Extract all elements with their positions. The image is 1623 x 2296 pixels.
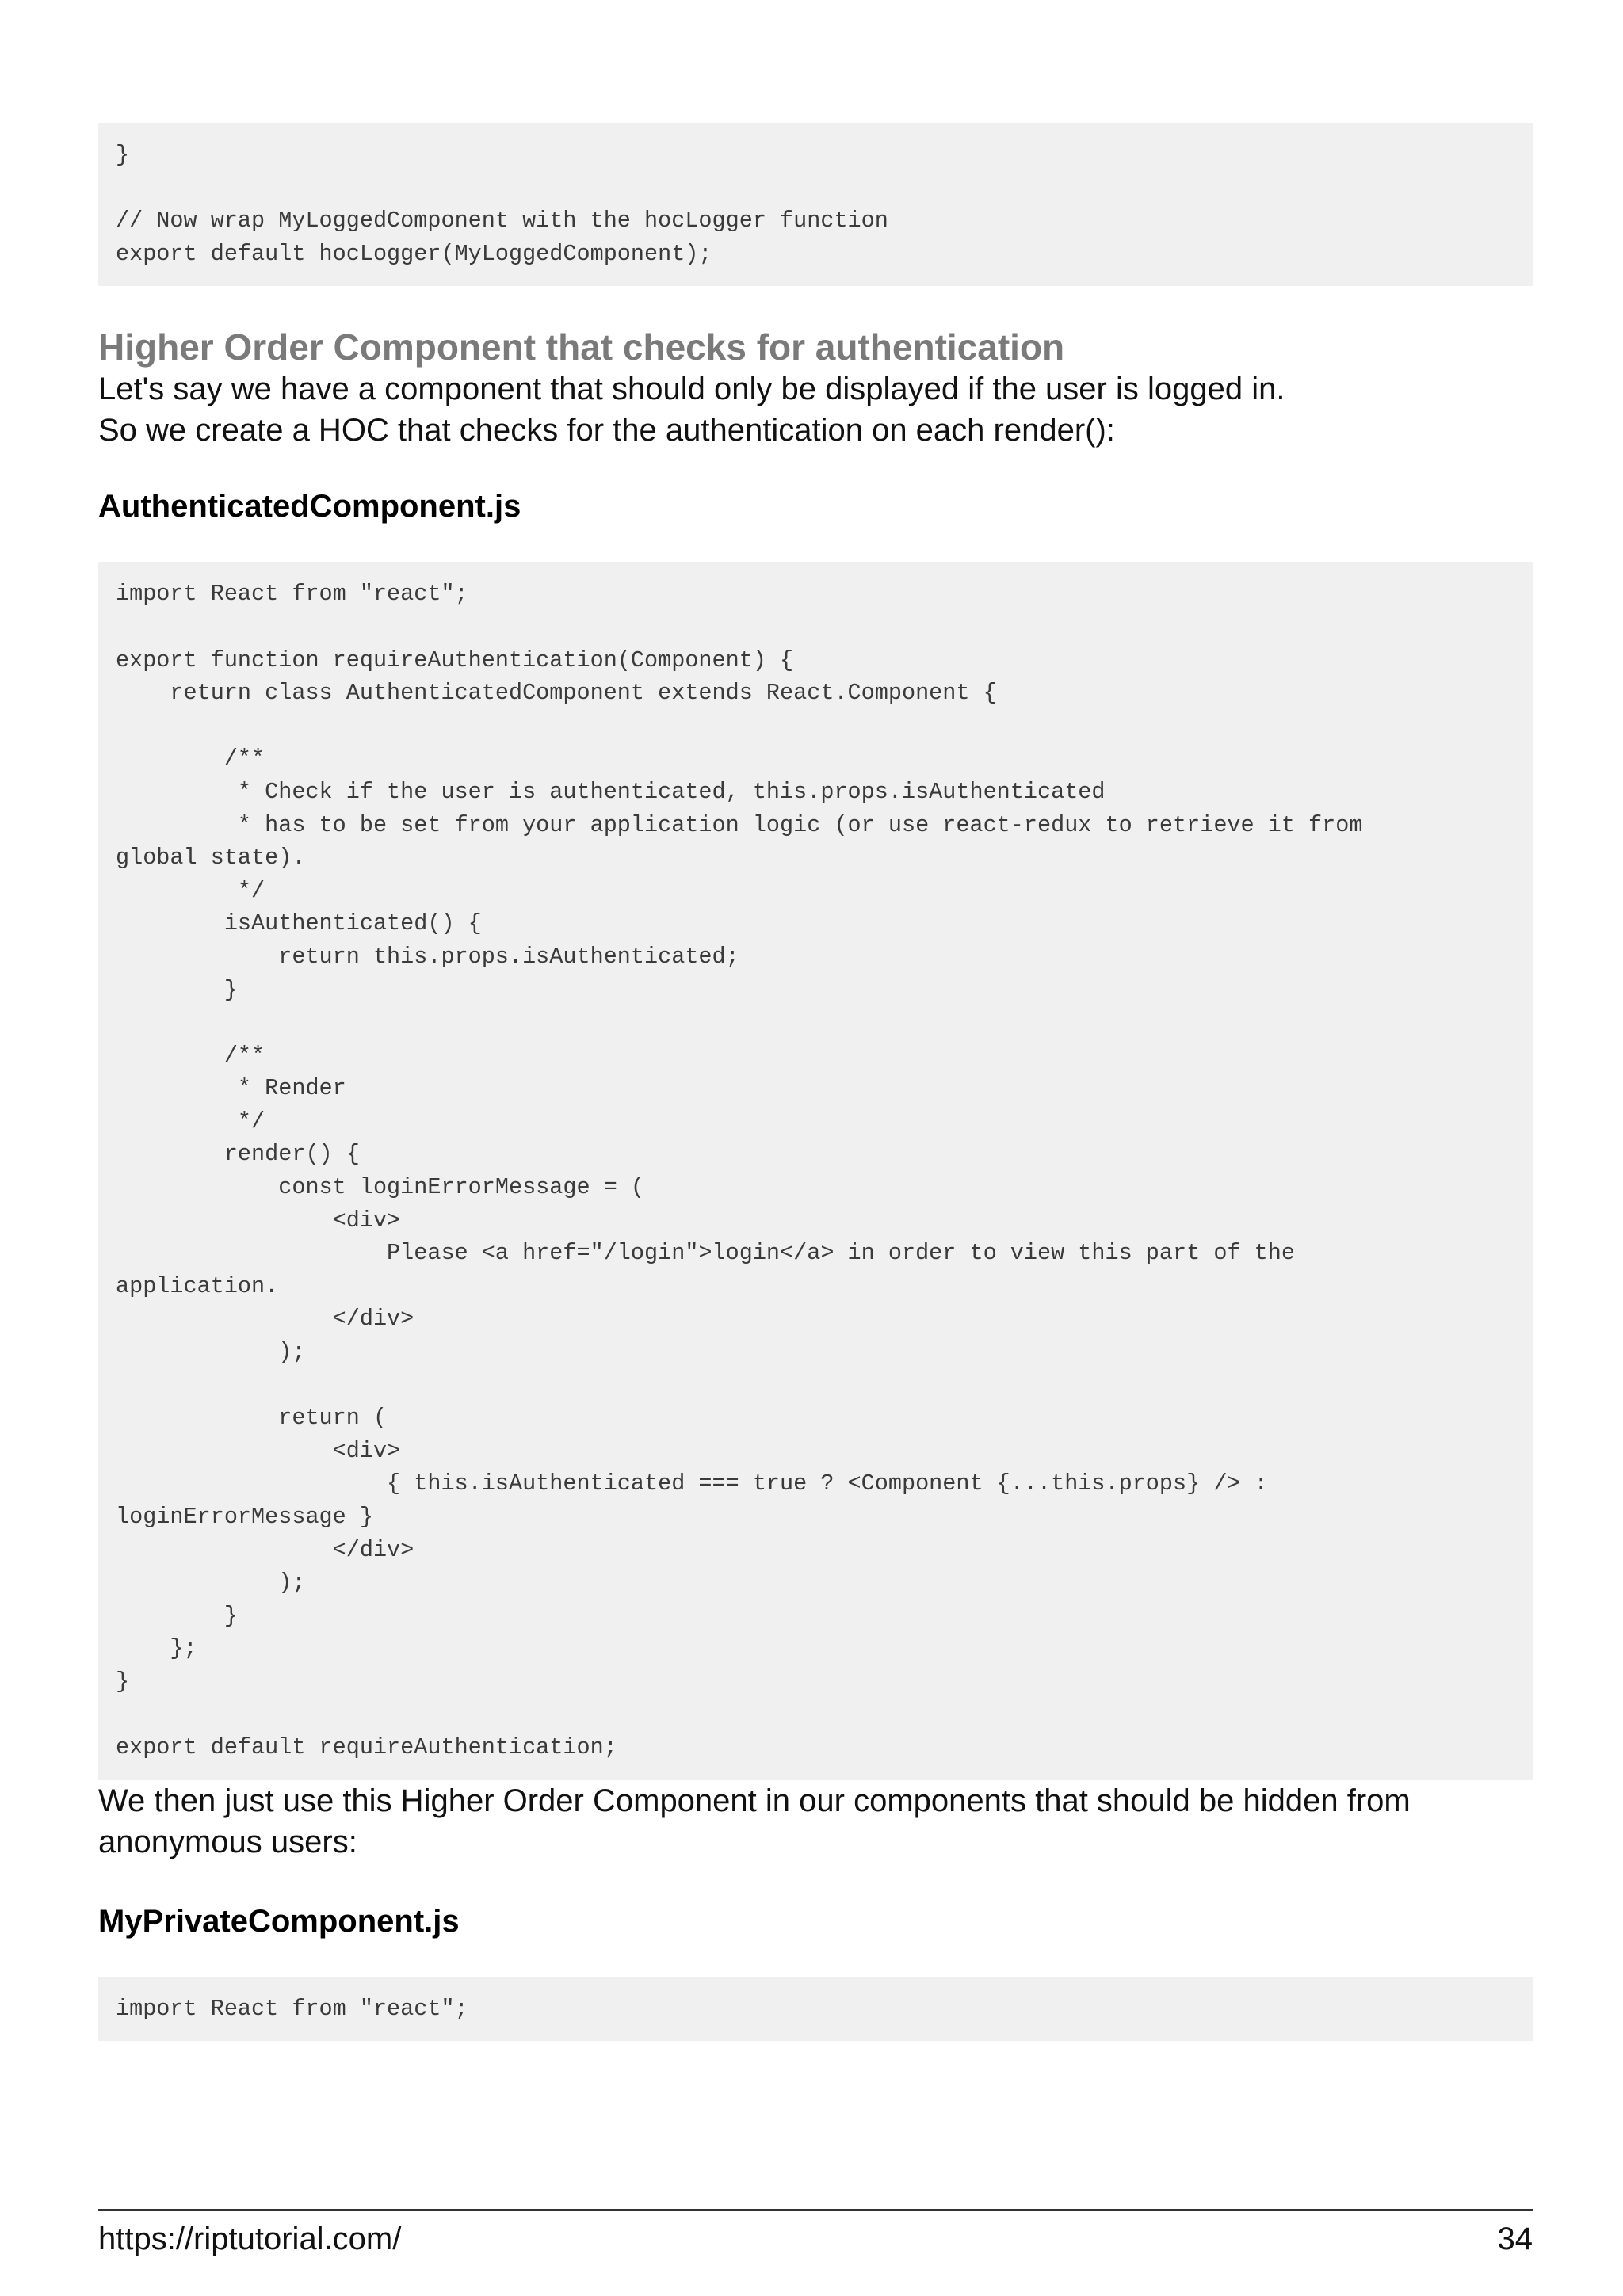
footer-url-link[interactable]: https://riptutorial.com/ <box>98 2222 402 2256</box>
paragraph-usage: We then just use this Higher Order Component in our components that should be hidden from anonymous users: <box>98 1783 1411 1859</box>
page-number: 34 <box>1497 2222 1533 2256</box>
section-heading: Higher Order Component that checks for authentication <box>98 326 1065 368</box>
code-block-hoc-logger-end: } // Now wrap MyLoggedComponent with the hocLogger function export default hocLogger(MyLoggedComponent); <box>98 123 1533 286</box>
page-footer <box>98 2209 1533 2259</box>
file-label-authenticated-component: AuthenticatedComponent.js <box>98 489 521 524</box>
file-label-my-private-component: MyPrivateComponent.js <box>98 1903 460 1939</box>
paragraph-hoc-description: So we create a HOC that checks for the authentication on each render(): <box>98 413 1115 448</box>
code-block-my-private-component: import React from "react"; <box>98 1977 1533 2042</box>
page-content <box>98 123 1533 2041</box>
code-block-authenticated-component: import React from "react"; export function requireAuthentication(Component) { return class AuthenticatedComponent extends React.Component { /** * Check if the user is authenticated, this.props.isAuthenticated * has to be set from your application logic (or use react-redux to retrieve it from global state). */ isAuthenticated() { return this.props.isAuthenticated; } /** * Render */ render() { const loginErrorMessage = ( <div> Please <a href="/login">login</a> in order to view this part of the application. </div> ); return ( <div> { this.isAuthenticated === true ? <Component {...this.props} /> : loginErrorMessage } </div> ); } }; } export default requireAuthentication; <box>98 562 1533 1779</box>
paragraph-intro: Let's say we have a component that should only be displayed if the user is logged in. <box>98 372 1285 407</box>
